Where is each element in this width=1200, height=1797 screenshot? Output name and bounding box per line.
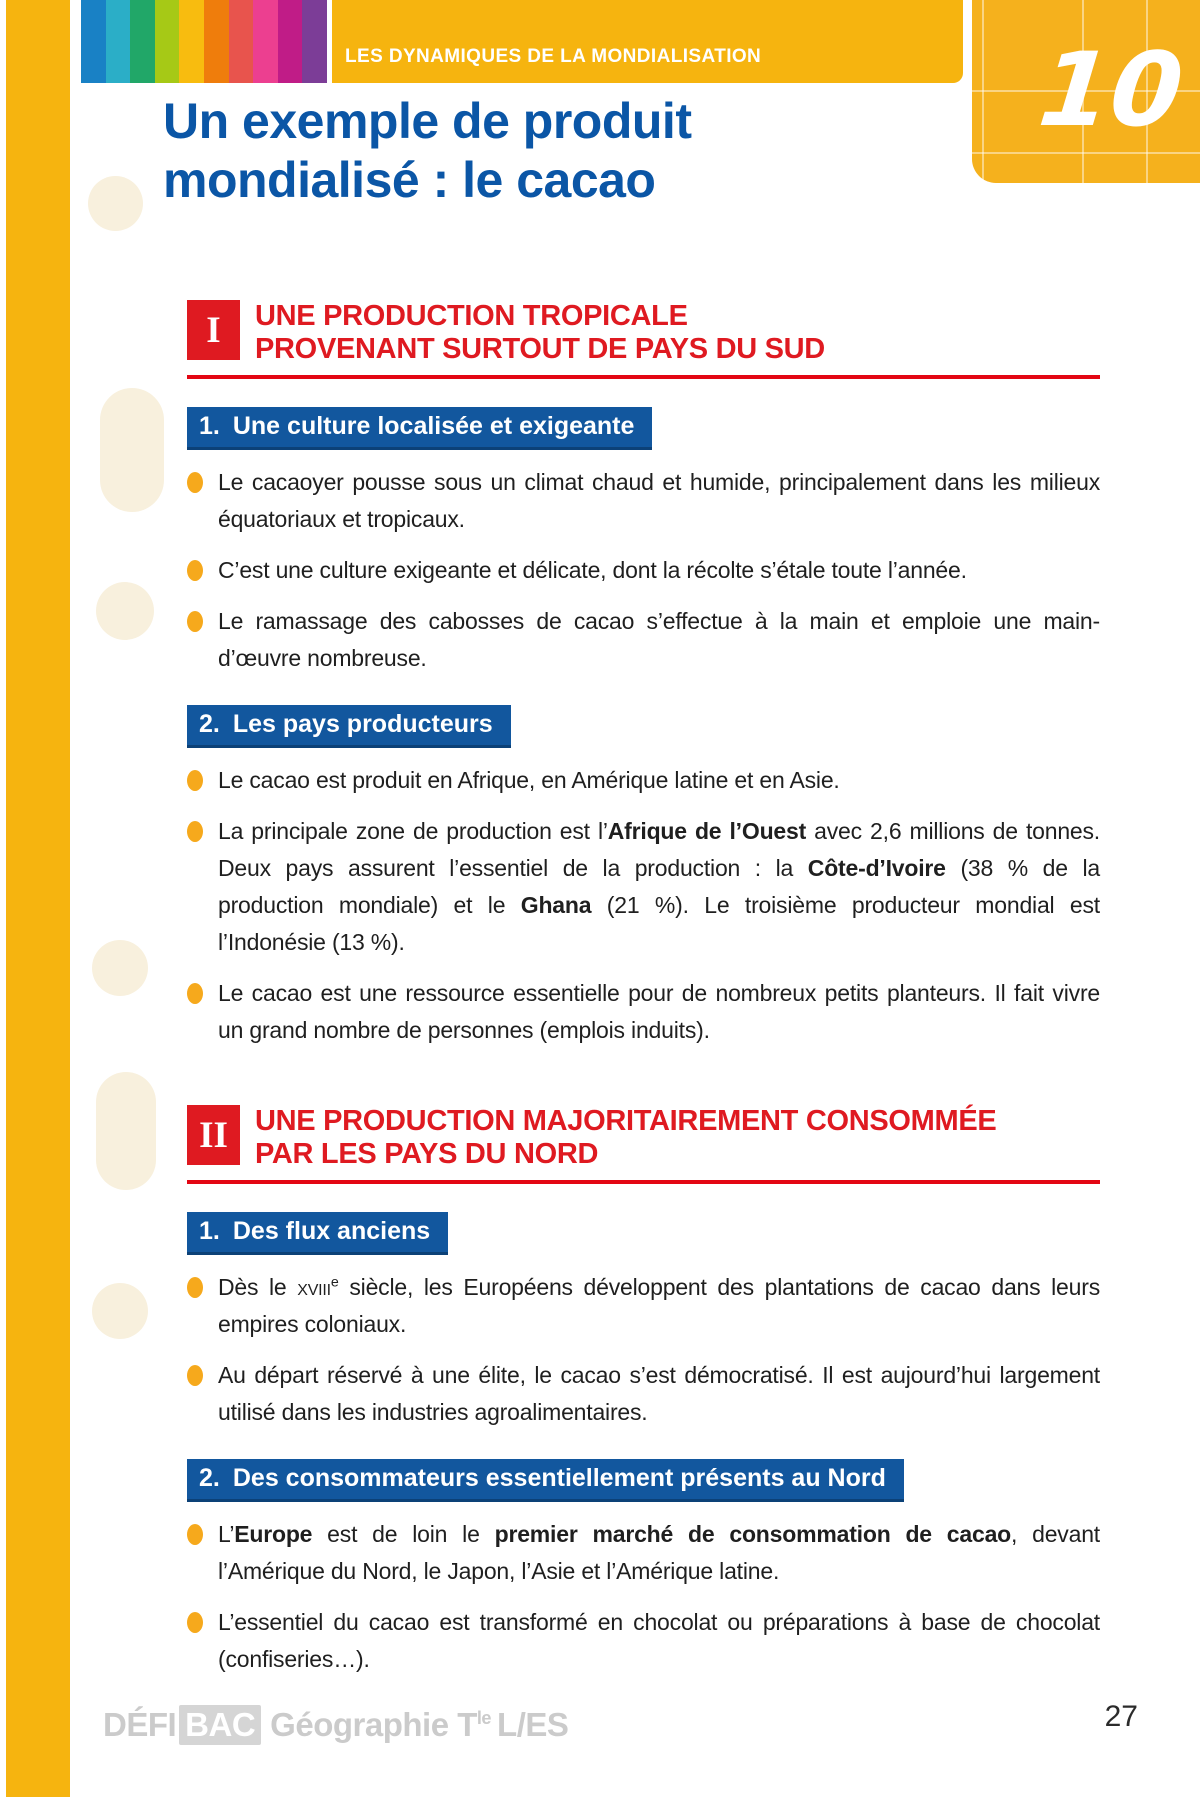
- subsection-heading-text: Des flux anciens: [232, 1217, 431, 1245]
- section-title: [255, 300, 825, 366]
- decorative-blob: [96, 582, 154, 640]
- page-title: [163, 92, 691, 210]
- subsection-heading: [187, 705, 511, 748]
- text-run: , devant l’Amérique du Nord, le Japon, l’Asie et l’Amérique latine.: [218, 1521, 1100, 1584]
- subsection-heading: [187, 407, 652, 450]
- color-stripe: [155, 0, 180, 83]
- subsection-number: 1.: [199, 412, 220, 440]
- text-run: La principale zone de production est l’: [218, 818, 608, 844]
- color-stripes: [81, 0, 327, 83]
- bullet-paragraph: [187, 552, 1100, 589]
- chapter-theme-band: [332, 0, 963, 83]
- color-stripe: [179, 0, 204, 83]
- section-title: [255, 1105, 996, 1171]
- text-run: Ghana: [520, 892, 592, 918]
- decorative-blob: [100, 388, 164, 512]
- color-stripe: [302, 0, 327, 83]
- lesson-content: [187, 300, 1100, 1678]
- text-run: est de loin le: [312, 1521, 495, 1547]
- bullet-paragraph: [187, 1269, 1100, 1343]
- subsection-heading-text: Les pays producteurs: [232, 710, 493, 738]
- bullet-paragraph: [187, 464, 1100, 538]
- bullet-icon: [187, 560, 203, 581]
- text-run: Europe: [234, 1521, 313, 1547]
- bullet-paragraph: [187, 1604, 1100, 1678]
- text-run: e: [330, 1274, 339, 1291]
- bullet-icon: [187, 472, 203, 493]
- bullet-icon: [187, 1612, 203, 1633]
- text-run: Afrique de l’Ouest: [607, 818, 807, 844]
- section-title-line: UNE PRODUCTION TROPICALE: [255, 300, 688, 332]
- left-margin-stripe: [6, 0, 70, 1797]
- decorative-blob: [96, 1072, 156, 1190]
- text-run: (38 % de la production mondiale) et le: [218, 855, 1100, 918]
- text-run: Le cacao est produit en Afrique, en Amérique latine et en Asie.: [218, 767, 840, 793]
- subsection-number: 1.: [199, 1217, 220, 1245]
- section-heading: [187, 1105, 1100, 1171]
- section-title-line: PROVENANT SURTOUT DE PAYS DU SUD: [255, 333, 825, 365]
- text-run: C’est une culture exigeante et délicate, dont la récolte s’étale toute l’année.: [218, 557, 967, 583]
- lesson-section: [187, 1105, 1100, 1678]
- chapter-number-box: [972, 0, 1200, 183]
- footer-level: T: [457, 1706, 477, 1743]
- decorative-blob: [92, 940, 148, 996]
- footer-level-sup: le: [476, 1708, 492, 1728]
- brand-defi: DÉFI: [103, 1706, 177, 1743]
- section-heading: [187, 300, 1100, 366]
- chapter-theme-title: LES DYNAMIQUES DE LA MONDIALISATION: [345, 46, 762, 67]
- bullet-icon: [187, 1524, 203, 1545]
- page-title-line1: Un exemple de produit: [163, 93, 692, 149]
- decorative-blob: [92, 1283, 148, 1339]
- bullet-icon: [187, 983, 203, 1004]
- text-run: avec 2,6 millions de tonnes. Deux pays assurent l’essentiel de la production : la: [218, 818, 1100, 881]
- color-stripe: [204, 0, 229, 83]
- text-run: Le cacao est une ressource essentielle pour de nombreux petits planteurs. Il fait vivre un grand nombre de personnes (emplois induits).: [218, 980, 1100, 1043]
- section-rule: [187, 375, 1100, 379]
- bullet-paragraph: [187, 975, 1100, 1049]
- color-stripe: [130, 0, 155, 83]
- section-numeral-box: I: [187, 300, 240, 360]
- page-number: 27: [1104, 1700, 1138, 1733]
- decorative-blob: [88, 176, 143, 231]
- bullet-paragraph: [187, 603, 1100, 677]
- bullet-paragraph: [187, 762, 1100, 799]
- brand-bac: BAC: [179, 1705, 261, 1745]
- footer-track: L/ES: [497, 1706, 569, 1743]
- brand-logo: [103, 1706, 568, 1744]
- color-stripe: [253, 0, 278, 83]
- section-rule: [187, 1180, 1100, 1184]
- subsection-number: 2.: [199, 710, 220, 738]
- subsection-number: 2.: [199, 1464, 220, 1492]
- bullet-icon: [187, 1365, 203, 1386]
- text-run: (21 %). Le troisième producteur mondial est l’Indonésie (13 %).: [218, 892, 1100, 955]
- text-run: xviii: [297, 1274, 331, 1300]
- bullet-paragraph: [187, 1357, 1100, 1431]
- bullet-icon: [187, 611, 203, 632]
- section-title-line: PAR LES PAYS DU NORD: [255, 1138, 599, 1170]
- subsection-heading: [187, 1212, 448, 1255]
- bullet-icon: [187, 1277, 203, 1298]
- lesson-section: [187, 300, 1100, 1049]
- color-stripe: [229, 0, 254, 83]
- bullet-icon: [187, 770, 203, 791]
- footer-subject: Géographie: [270, 1706, 449, 1743]
- subsection-heading: [187, 1459, 904, 1502]
- text-run: Le cacaoyer pousse sous un climat chaud et humide, principalement dans les milieux équatoriaux et tropicaux.: [218, 469, 1100, 532]
- bullet-icon: [187, 821, 203, 842]
- color-stripe: [278, 0, 303, 83]
- subsection-heading-text: Une culture localisée et exigeante: [232, 412, 635, 440]
- subsection-heading-text: Des consommateurs essentiellement présents au Nord: [232, 1464, 886, 1492]
- text-run: premier marché de consommation de cacao: [494, 1521, 1012, 1547]
- text-run: Au départ réservé à une élite, le cacao s’est démocratisé. Il est aujourd’hui largement utilisé dans les industries agroalimentaires.: [218, 1362, 1100, 1425]
- text-run: Côte-d’Ivoire: [807, 855, 946, 881]
- section-numeral-box: II: [187, 1105, 240, 1165]
- section-title-line: UNE PRODUCTION MAJORITAIREMENT CONSOMMÉE: [255, 1105, 997, 1137]
- bullet-paragraph: [187, 813, 1100, 961]
- text-run: L’: [218, 1521, 235, 1547]
- text-run: L’essentiel du cacao est transformé en chocolat ou préparations à base de chocolat (confiseries…).: [218, 1609, 1100, 1672]
- text-run: Le ramassage des cabosses de cacao s’effectue à la main et emploie une main-d’œuvre nombreuse.: [218, 608, 1100, 671]
- color-stripe: [81, 0, 106, 83]
- text-run: siècle, les Européens développent des plantations de cacao dans leurs empires coloniaux.: [218, 1274, 1100, 1337]
- chapter-number: 10: [1033, 31, 1189, 150]
- text-run: Dès le: [218, 1274, 298, 1300]
- color-stripe: [106, 0, 131, 83]
- bullet-paragraph: [187, 1516, 1100, 1590]
- page-title-line2: mondialisé : le cacao: [163, 152, 656, 208]
